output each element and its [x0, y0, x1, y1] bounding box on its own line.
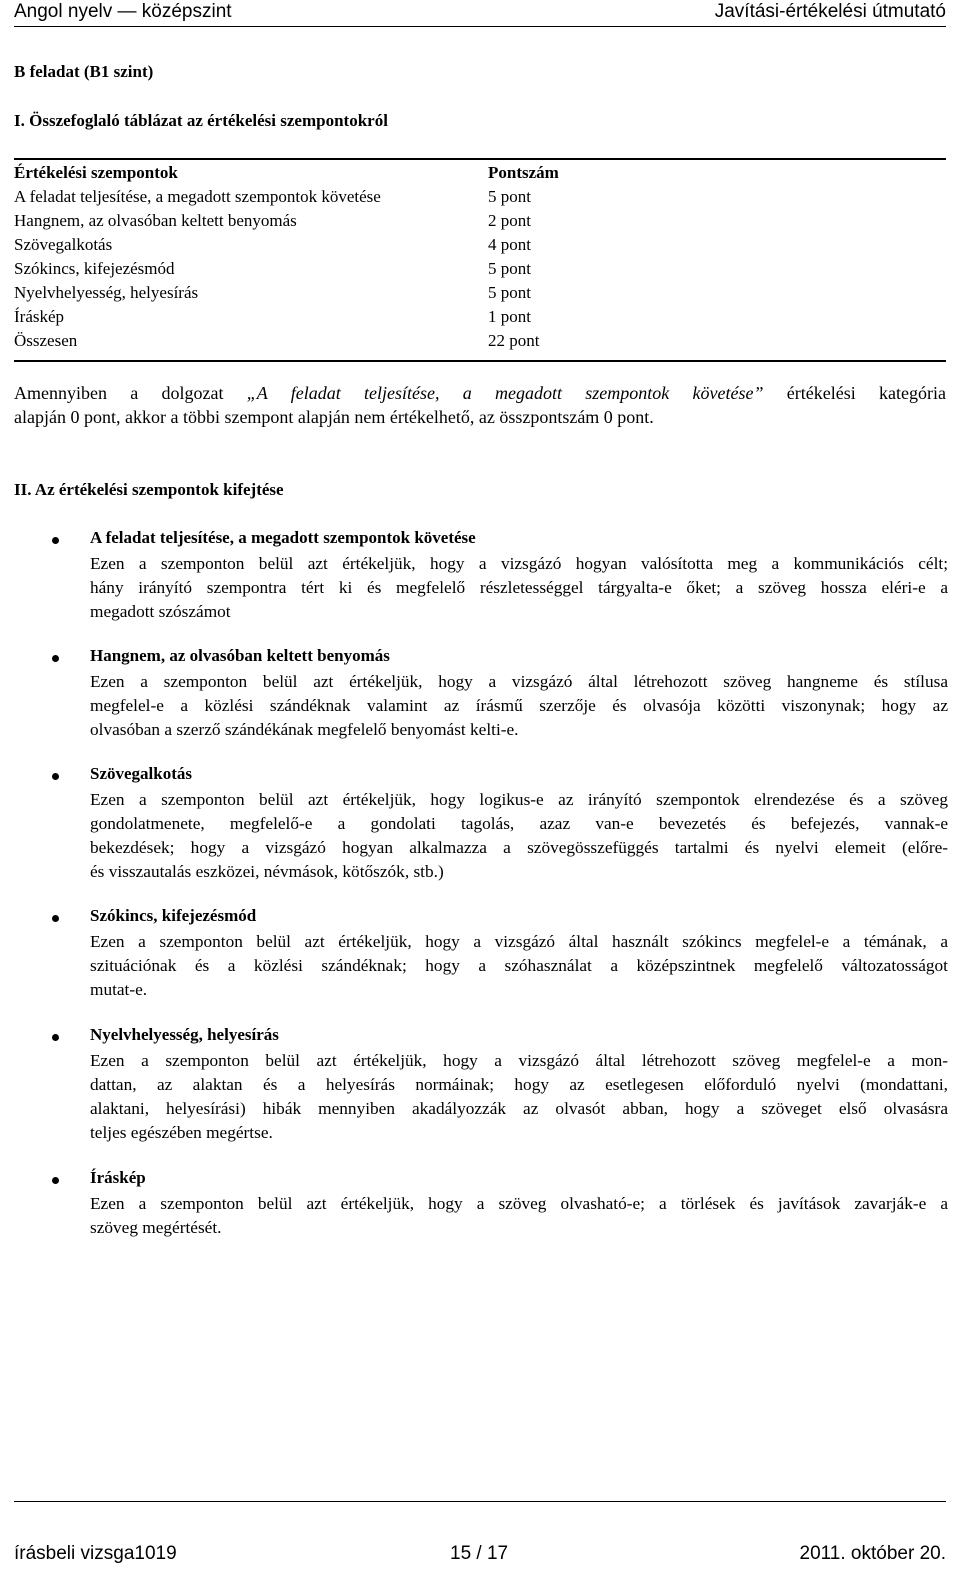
criterion-cell: Szókincs, kifejezésmód: [14, 259, 175, 278]
header-doc-type: Javítási-értékelési útmutató: [714, 1, 946, 22]
bullet-icon: [52, 915, 59, 922]
table-header-row: [14, 163, 946, 187]
note-text: értékelési kategória: [763, 383, 946, 403]
total-points: 22 pont: [488, 331, 540, 350]
description-line: Ezen a szemponton belül azt értékeljük, hogy a vizsgázó hogyan valósította meg a kommunikációs célt;: [90, 554, 948, 573]
points-cell: 5 pont: [488, 259, 531, 278]
bullet-icon: [52, 537, 59, 544]
note-emphasis: „A feladat teljesítése, a megadott szempontok követése”: [246, 383, 764, 403]
description-line: mutat-e.: [90, 980, 148, 999]
table-row: [14, 235, 946, 259]
footer-rule: [14, 1501, 946, 1502]
description-line: Ezen a szemponton belül azt értékeljük, hogy a vizsgázó által használt szókincs megfelel-e a témának, a: [90, 932, 948, 951]
section-2-heading: II. Az értékelési szempontok kifejtése: [14, 480, 284, 499]
criterion-description: [90, 1049, 948, 1145]
criterion-description: [90, 670, 948, 742]
footer-date: 2011. október 20.: [799, 1543, 946, 1564]
criterion-cell: Nyelvhelyesség, helyesírás: [14, 283, 199, 302]
description-line: hány irányító szempontra tért ki és megfelelő részletességgel tárgyalta-e őket; a szöveg hossza eléri-e a: [90, 578, 948, 597]
bullet-icon: [52, 655, 59, 662]
criterion-title: Szókincs, kifejezésmód: [90, 906, 257, 925]
criterion-description: [90, 552, 948, 624]
footer-page-number: 15 / 17: [450, 1543, 509, 1564]
table-row: [14, 187, 946, 211]
criterion-description: [90, 788, 948, 884]
criterion-title: A feladat teljesítése, a megadott szempontok követése: [90, 528, 476, 547]
criterion-title: Hangnem, az olvasóban keltett benyomás: [90, 646, 390, 665]
criterion-title: Nyelvhelyesség, helyesírás: [90, 1025, 279, 1044]
criterion-cell: Szövegalkotás: [14, 235, 113, 254]
criterion-cell: Íráskép: [14, 307, 65, 326]
table-row: [14, 283, 946, 307]
description-line: Ezen a szemponton belül azt értékeljük, hogy logikus-e az irányító szempontok elrendezése és a szöveg: [90, 790, 948, 809]
scoring-table: [14, 158, 946, 362]
points-cell: 5 pont: [488, 187, 531, 206]
criterion-description: [90, 930, 948, 1002]
criterion-title: Szövegalkotás: [90, 764, 192, 783]
description-line: Ezen a szemponton belül azt értékeljük, hogy a vizsgázó által létrehozott szöveg hangneme és stílusa: [90, 672, 948, 691]
section-1-heading: I. Összefoglaló táblázat az értékelési szempontokról: [14, 111, 388, 130]
footer-exam-code: írásbeli vizsga1019: [14, 1543, 177, 1564]
note-line: alapján 0 pont, akkor a többi szempont alapján nem értékelhető, az összpontszám 0 pont.: [14, 407, 654, 427]
header-subject: Angol nyelv — középszint: [14, 1, 232, 22]
description-line: olvasóban a szerző szándékának megfelelő benyomást kelti-e.: [90, 720, 519, 739]
note-text: Amennyiben a dolgozat: [14, 383, 247, 403]
col-points-header: Pontszám: [488, 163, 559, 182]
criterion-cell: A feladat teljesítése, a megadott szempontok követése: [14, 187, 381, 206]
description-line: szöveg megértését.: [90, 1218, 222, 1237]
bullet-icon: [52, 1177, 59, 1184]
total-label: Összesen: [14, 331, 78, 350]
criterion-cell: Hangnem, az olvasóban keltett benyomás: [14, 211, 297, 230]
page-header: [14, 0, 946, 27]
points-cell: 5 pont: [488, 283, 531, 302]
table-row: [14, 307, 946, 331]
description-line: Ezen a szemponton belül azt értékeljük, hogy a szöveg olvasható-e; a törlések és javítások zavarják-e a: [90, 1194, 948, 1213]
description-line: megfelel-e a közlési szándéknak valamint az írásmű szerzője és olvasója közötti viszonynak; hogy az: [90, 696, 948, 715]
bullet-icon: [52, 1034, 59, 1041]
points-cell: 1 pont: [488, 307, 531, 326]
table-total-row: [14, 331, 946, 355]
description-line: és visszautalás eszközei, névmások, kötőszók, stb.): [90, 862, 444, 881]
points-cell: 2 pont: [488, 211, 531, 230]
description-line: Ezen a szemponton belül azt értékeljük, hogy a vizsgázó által létrehozott szöveg megfelel-e a mon-: [90, 1051, 948, 1070]
description-line: gondolatmenete, megfelelő-e a gondolati tagolás, azaz van-e bevezetés és befejezés, vannak-e: [90, 814, 948, 833]
bullet-icon: [52, 773, 59, 780]
table-row: [14, 259, 946, 283]
col-criteria-header: Értékelési szempontok: [14, 163, 178, 182]
zero-score-note: [14, 381, 946, 429]
criterion-description: [90, 1192, 948, 1240]
points-cell: 4 pont: [488, 235, 531, 254]
criterion-title: Íráskép: [90, 1168, 146, 1187]
description-line: teljes egészében megértse.: [90, 1123, 273, 1142]
description-line: bekezdések; hogy a vizsgázó hogyan alkalmazza a szövegösszefüggés tartalmi és nyelvi elemeit (előre-: [90, 838, 948, 857]
table-row: [14, 211, 946, 235]
section-b-heading: B feladat (B1 szint): [14, 62, 154, 81]
note-line: [14, 381, 946, 405]
description-line: szituációnak és a közlési szándéknak; hogy a szóhasználat a középszintnek megfelelő változatosságot: [90, 956, 948, 975]
description-line: megadott szószámot: [90, 602, 231, 621]
description-line: alaktani, helyesírási) hibák mennyiben akadályozzák az olvasót abban, hogy a szöveget első olvasásra: [90, 1099, 948, 1118]
description-line: dattan, az alaktan és a helyesírás normáinak; hogy az esetlegesen előforduló nyelvi (mondattani,: [90, 1075, 948, 1094]
